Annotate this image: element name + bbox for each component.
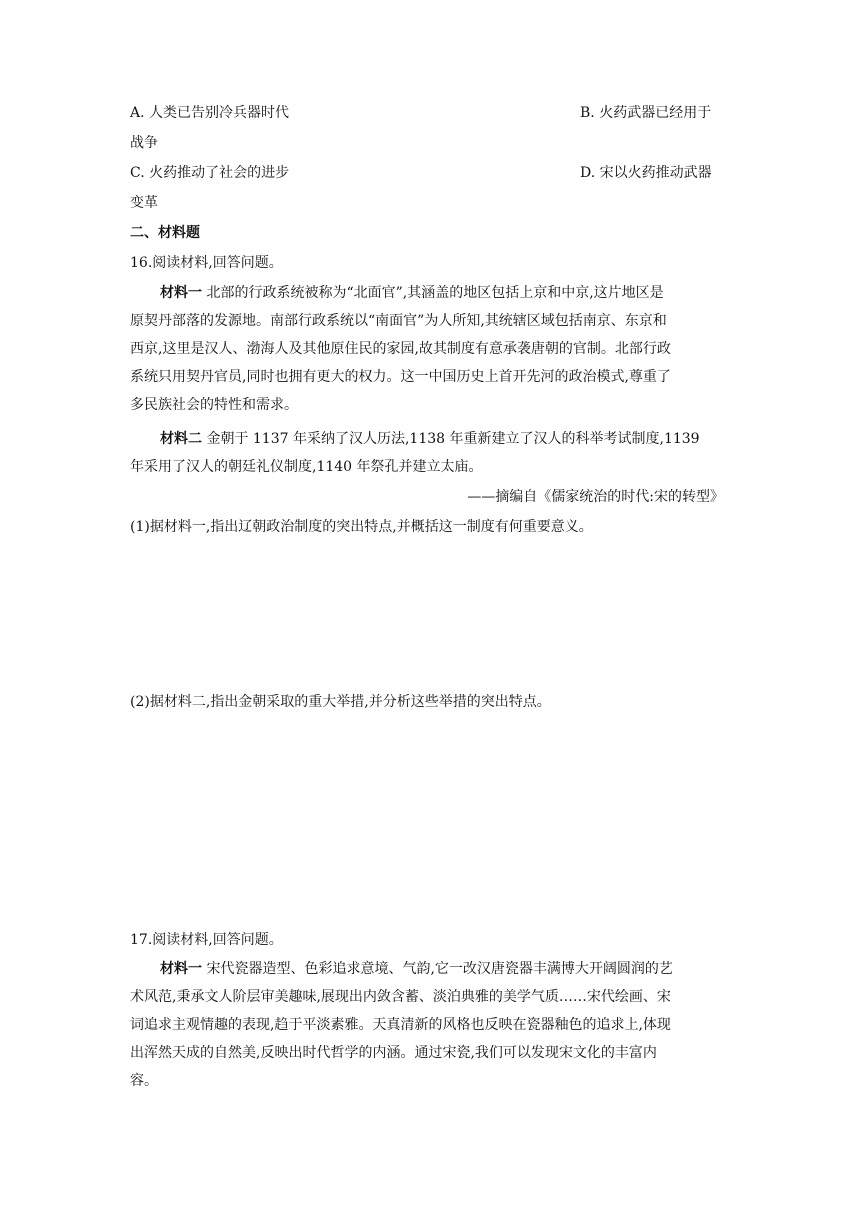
q16-material1-line: 西京,这里是汉人、渤海人及其他原住民的家园,故其制度有意承袭唐朝的官制。北部行政 bbox=[130, 341, 671, 357]
option-b-continued: 战争 bbox=[130, 135, 158, 151]
q16-material2-label: 材料二 bbox=[160, 431, 202, 447]
q17-material1-line: 词追求主观情趣的表现,趋于平淡素雅。天真清新的风格也反映在瓷器釉色的追求上,体现 bbox=[130, 1017, 671, 1033]
q16-subquestion-1: (1)据材料一,指出辽朝政治制度的突出特点,并概括这一制度有何重要意义。 bbox=[130, 519, 593, 535]
option-d[interactable]: D. 宋以火药推动武器 bbox=[580, 165, 712, 181]
q17-stem: 17.阅读材料,回答问题。 bbox=[130, 932, 283, 948]
q16-stem: 16.阅读材料,回答问题。 bbox=[130, 255, 283, 271]
q16-subquestion-2: (2)据材料二,指出金朝采取的重大举措,并分析这些举措的突出特点。 bbox=[130, 694, 551, 710]
q16-material2-line: 年采用了汉人的朝廷礼仪制度,1140 年祭孔并建立太庙。 bbox=[130, 459, 483, 475]
q17-material1-line: 出浑然天成的自然美,反映出时代哲学的内涵。通过宋瓷,我们可以发现宋文化的丰富内 bbox=[130, 1045, 657, 1061]
q16-material1-label: 材料一 bbox=[160, 285, 202, 301]
q16-source: ——摘编自《儒家统治的时代:宋的转型》 bbox=[467, 489, 724, 505]
section-heading: 二、材料题 bbox=[130, 225, 200, 241]
option-d-continued: 变革 bbox=[130, 195, 158, 211]
q17-material1-text: 宋代瓷器造型、色彩追求意境、气韵,它一改汉唐瓷器丰满博大开阔圆润的艺 bbox=[206, 961, 673, 977]
q16-material2-text: 金朝于 1137 年采纳了汉人历法,1138 年重新建立了汉人的科举考试制度,1139 bbox=[206, 431, 700, 447]
q16-material1-line: 原契丹部落的发源地。南部行政系统以“南面官”为人所知,其统辖区域包括南京、东京和 bbox=[130, 313, 667, 329]
q16-material1-line bbox=[160, 282, 664, 304]
q17-material1-line bbox=[160, 958, 673, 980]
q16-material2-line bbox=[160, 428, 700, 450]
q16-material1-line: 多民族社会的特性和需求。 bbox=[130, 397, 298, 413]
option-c[interactable]: C. 火药推动了社会的进步 bbox=[130, 165, 290, 181]
q17-material1-line: 术风范,秉承文人阶层审美趣味,展现出内敛含蓄、淡泊典雅的美学气质……宋代绘画、宋 bbox=[130, 989, 671, 1005]
q16-material1-text: 北部的行政系统被称为“北面官”,其涵盖的地区包括上京和中京,这片地区是 bbox=[206, 285, 664, 301]
q17-material1-line: 容。 bbox=[130, 1073, 158, 1089]
option-b[interactable]: B. 火药武器已经用于 bbox=[580, 105, 712, 121]
q16-material1-line: 系统只用契丹官员,同时也拥有更大的权力。这一中国历史上首开先河的政治模式,尊重了 bbox=[130, 369, 671, 385]
q17-material1-label: 材料一 bbox=[160, 961, 202, 977]
option-a[interactable]: A. 人类已告别冷兵器时代 bbox=[130, 105, 290, 121]
